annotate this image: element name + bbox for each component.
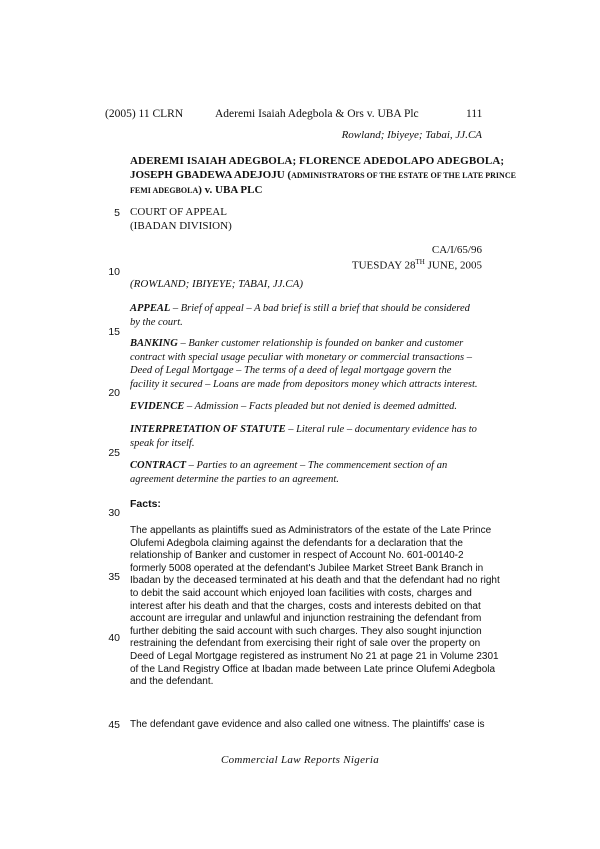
facts-last-line: The defendant gave evidence and also called one witness. The plaintiffs' case is xyxy=(130,719,485,730)
catchword-contract-text: – Parties to an agreement – The commencement section of an agreement determine the parties to an agreement. xyxy=(130,460,448,485)
case-title-line2-small: ADMINISTRATORS OF THE ESTATE OF THE LATE PRINCE xyxy=(291,171,516,180)
case-title-line2 xyxy=(130,168,516,183)
facts-line: of the Land Registry Office at Ibadan made between Late prince Olufemi Adegbola xyxy=(130,663,496,675)
catchword-appeal-key: APPEAL xyxy=(130,303,171,314)
catchword-evidence-text: – Admission – Facts pleaded but not denied is deemed admitted. xyxy=(184,401,458,412)
catchword-appeal xyxy=(130,302,482,329)
facts-line: The appellants as plaintiffs sued as Administrators of the estate of the Late Prince xyxy=(130,525,492,536)
catchword-banking-key: BANKING xyxy=(130,338,178,349)
case-title-line3-bold: ) v. UBA PLC xyxy=(198,184,263,196)
facts-line: Deed of Legal Mortgage registered as instrument No 21 at page 21 in Volume 2301 xyxy=(130,650,499,662)
catchword-interpretation-text: – Literal rule – documentary evidence has to speak for itself. xyxy=(130,424,477,449)
facts-line: interest after his death and that the charges, costs and interests debited on that xyxy=(130,600,481,612)
facts-line: formerly 5008 operated at the defendant's Jubilee Market Street Bank Branch in xyxy=(130,562,484,574)
line-number: 10 xyxy=(108,266,120,278)
case-title-line3 xyxy=(130,183,482,198)
running-title: Aderemi Isaiah Adegbola & Ors v. UBA Plc xyxy=(215,108,419,120)
facts-line: restraining the defendant from exercising their right of sale over the property on xyxy=(130,638,481,650)
line-number: 5 xyxy=(114,207,120,219)
catchword-contract-key: CONTRACT xyxy=(130,460,187,471)
facts-line: and the defendant. xyxy=(130,676,214,688)
catchword-interpretation xyxy=(130,423,482,450)
judgment-date-post: JUNE, 2005 xyxy=(424,259,482,272)
facts-line: account are irregular and unlawful and injunction restraining the defendant from xyxy=(130,613,482,625)
line-number: 15 xyxy=(108,326,120,338)
judges-running-header: Rowland; Ibiyeye; Tabai, JJ.CA xyxy=(341,129,482,141)
footer: Commercial Law Reports Nigeria xyxy=(220,754,379,766)
citation: (2005) 11 CLRN xyxy=(105,108,184,120)
line-number: 20 xyxy=(108,387,120,399)
facts-line: relationship of Banker and customer in respect of Account No. 601-00140-2 xyxy=(130,550,464,562)
catchword-banking xyxy=(130,337,482,391)
line-number: 25 xyxy=(108,447,120,459)
facts-line: further debiting the said account with such charges. They also sought injunction xyxy=(130,625,482,637)
line-number: 40 xyxy=(108,632,120,644)
coram: (ROWLAND; IBIYEYE; TABAI, JJ.CA) xyxy=(130,278,304,290)
court-division: (IBADAN DIVISION) xyxy=(130,220,232,232)
line-number: 45 xyxy=(108,719,120,731)
catchword-appeal-text: – Brief of appeal – A bad brief is still a brief that should be considered by the court. xyxy=(130,303,470,328)
court-name: COURT OF APPEAL xyxy=(130,206,227,218)
case-title-line2-bold: JOSEPH GBADEWA ADEJOJU ( xyxy=(130,169,292,181)
line-number: 35 xyxy=(108,571,120,583)
facts-paragraph xyxy=(130,525,500,689)
case-title-line1: ADEREMI ISAIAH ADEGBOLA; FLORENCE ADEDOLAPO ADEGBOLA; xyxy=(130,155,505,167)
line-number: 30 xyxy=(108,507,120,519)
facts-heading: Facts: xyxy=(130,498,161,510)
judgment-date-sup: TH xyxy=(415,258,425,266)
suit-number: CA/I/65/96 xyxy=(431,244,482,256)
catchword-evidence-key: EVIDENCE xyxy=(130,401,185,412)
case-title xyxy=(130,154,516,198)
facts-line: Ibadan by the deceased terminated at his death and that the defendant had no right xyxy=(130,575,500,587)
catchword-contract xyxy=(130,459,482,486)
catchword-banking-text: – Banker customer relationship is founded on banker and customer contract with special usage peculiar with monetary or commercial transactions – Deed of Legal Mortgage – The terms of a deed of legal mortgage govern the facility it secured – Loans are made from depositors money which attracts interest. xyxy=(130,338,478,390)
judgment-date xyxy=(352,258,482,272)
catchword-interpretation-key: INTERPRETATION OF STATUTE xyxy=(130,424,286,435)
page-number: 111 xyxy=(466,108,483,120)
facts-line: Olufemi Adegbola claiming against the defendants for a declaration that the xyxy=(130,537,463,549)
facts-line: to debit the said account which enjoyed loan facilities with costs, charges and xyxy=(130,587,472,599)
case-title-line3-small: FEMI ADEGBOLA xyxy=(130,186,199,195)
judgment-date-pre: TUESDAY 28 xyxy=(351,259,416,272)
catchword-evidence xyxy=(130,400,482,414)
